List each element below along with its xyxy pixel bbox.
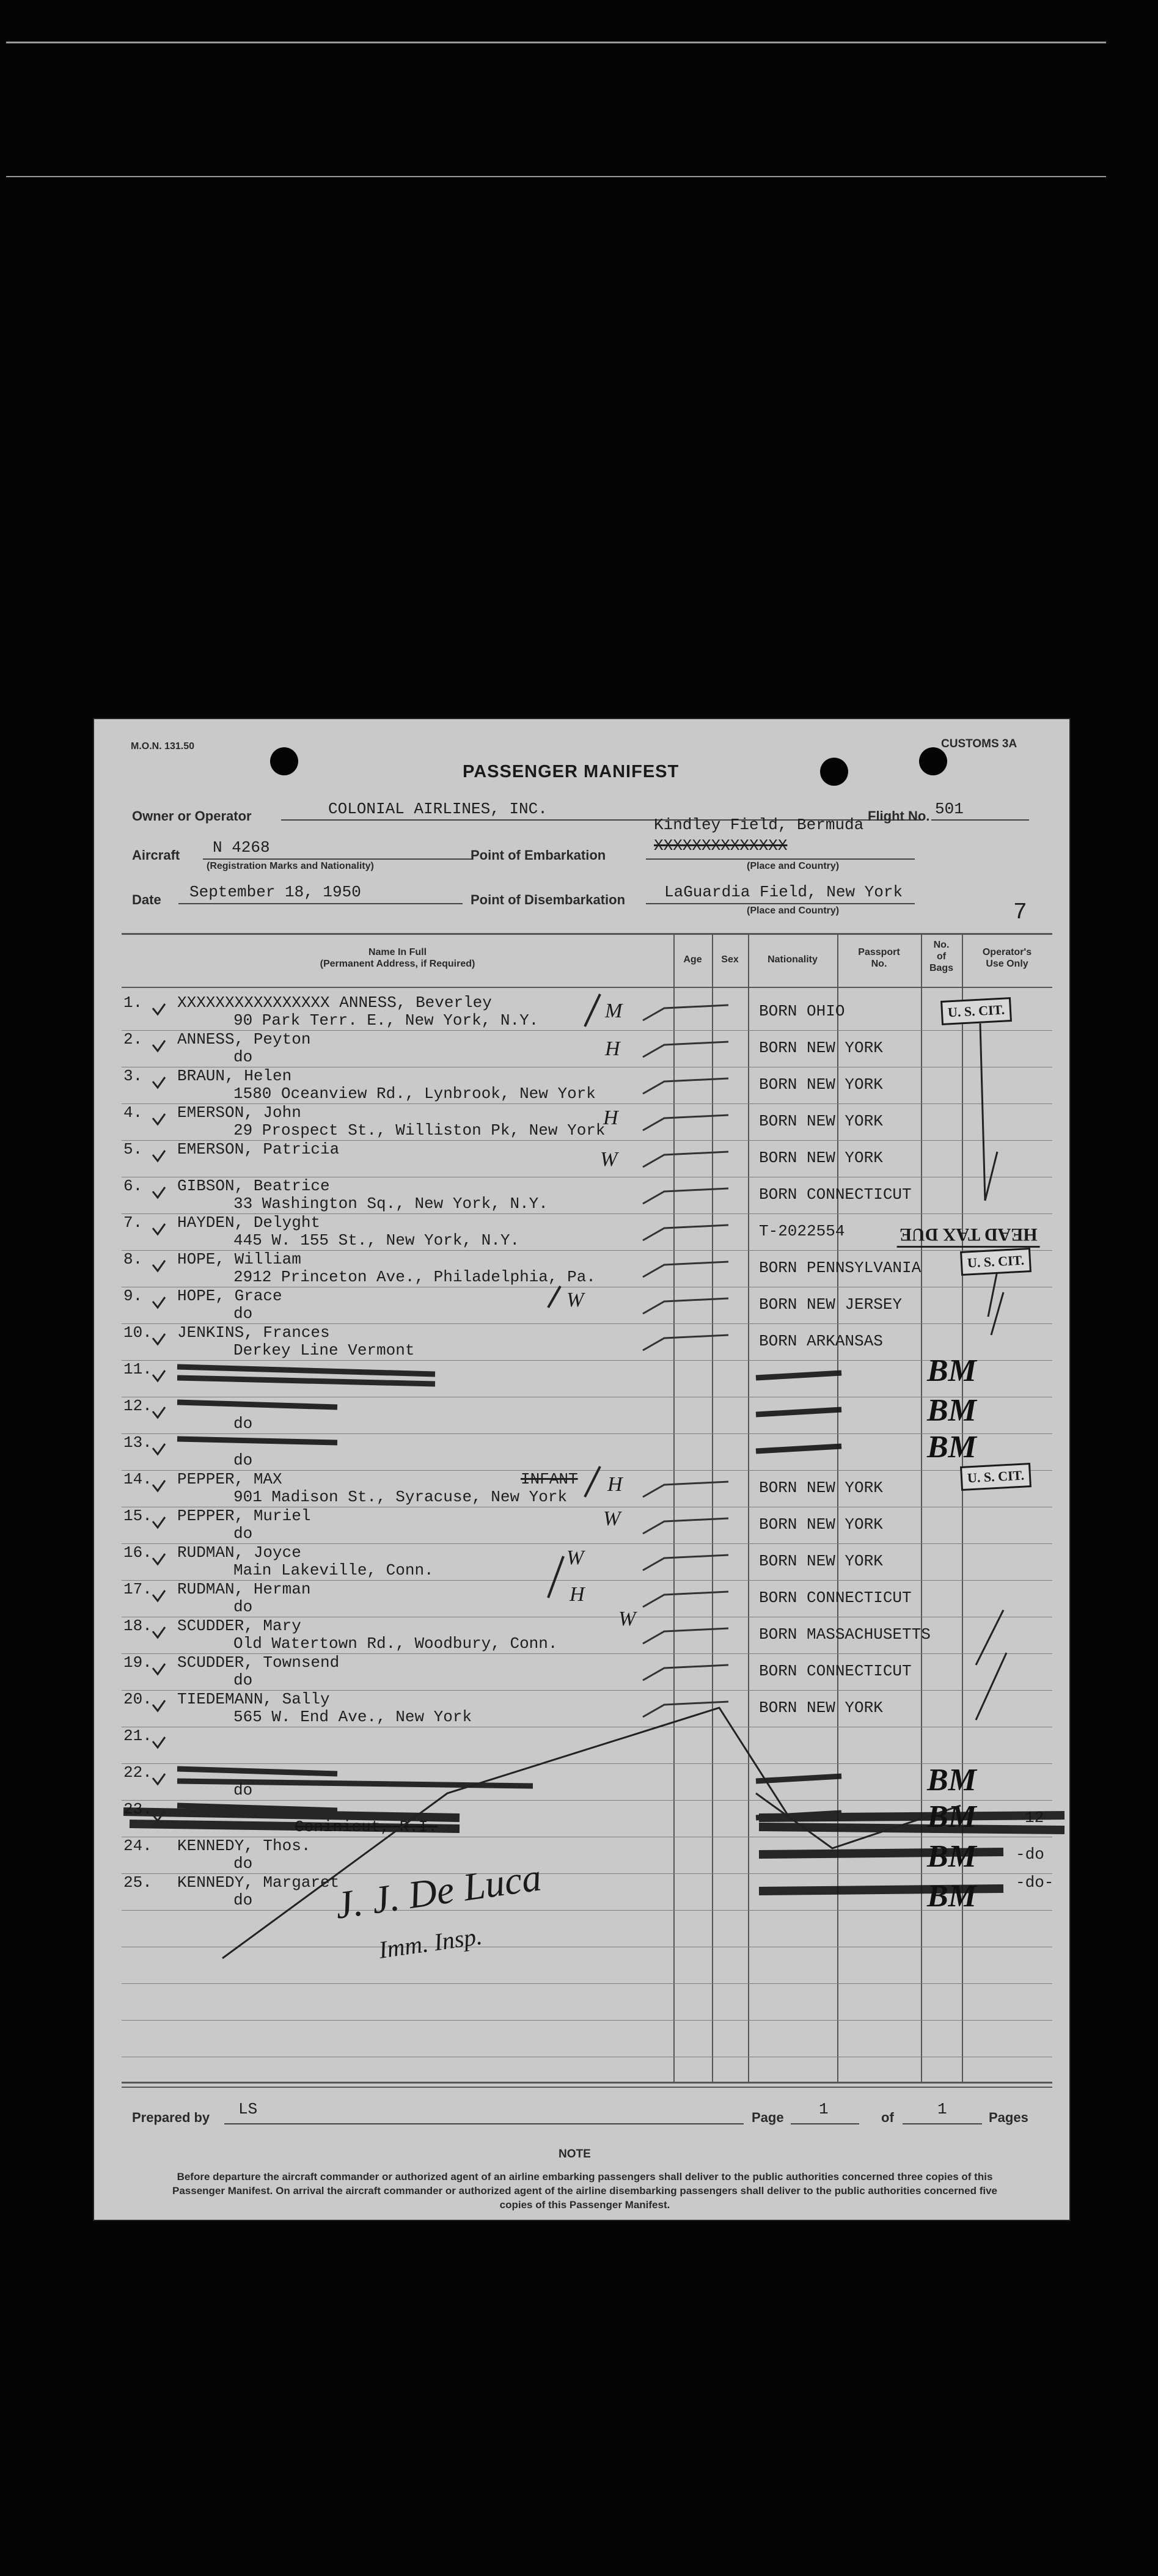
col-header-bags-1: No. [933,940,950,950]
scribble-row-13 [177,1439,337,1443]
embarkation-label: Point of Embarkation [471,847,606,863]
bag-marks [926,1353,978,1914]
age-mark: H [603,1107,618,1129]
passenger-nationality: BORN NEW JERSEY [759,1295,903,1314]
passenger-address: do [233,1048,253,1066]
aircraft-value: N 4268 [213,838,270,857]
passenger-name: BRAUN, Helen [177,1067,292,1085]
aircraft-label: Aircraft [132,847,180,863]
row-number: 12. [123,1397,152,1415]
passenger-nationality: BORN NEW YORK [759,1039,883,1057]
date-value: September 18, 1950 [189,883,361,901]
age-mark: W [566,1546,584,1569]
col-header-operator-2: Use Only [986,959,1028,969]
col-header-name-title: Name In Full [368,947,427,957]
passenger-name: TIEDEMANN, Sally [177,1690,330,1708]
struck-address: Coninicut, R.I. [295,1818,438,1836]
passenger-address: Old Watertown Rd., Woodbury, Conn. [233,1634,558,1653]
row-number: 5. [123,1140,143,1158]
sheet-mark: 7 [1013,899,1027,926]
scribble-row-12-nat [756,1410,841,1414]
passenger-address: do [233,1781,253,1799]
passenger-name: RUDMAN, Joyce [177,1543,301,1562]
passenger-address: 1580 Oceanview Rd., Lynbrook, New York [233,1085,596,1103]
age-mark: W [618,1608,636,1630]
page-underline [791,2123,859,2124]
passenger-nationality: BORN NEW YORK [759,1699,883,1717]
stamp-us-cit: U. S. CIT. [960,1248,1032,1276]
col-header-nationality: Nationality [768,954,818,965]
page-label: Page [752,2110,784,2125]
of-underline [903,2123,982,2124]
row-number: 9. [123,1287,143,1305]
passenger-address: do [233,1891,253,1909]
bag-mark: BM [927,1763,977,1798]
passenger-nationality: BORN NEW YORK [759,1075,883,1094]
passenger-nationality: BORN OHIO [759,1002,845,1020]
prepared-underline [224,2123,744,2124]
passenger-address: do [233,1524,253,1543]
bag-mark: BM [927,1393,977,1428]
passenger-name: KENNEDY, Thos. [177,1837,311,1855]
col-header-age: Age [683,954,702,965]
row-number: 15. [123,1507,152,1525]
passenger-address: 901 Madison St., Syracuse, New York [233,1488,568,1506]
form-title: PASSENGER MANIFEST [463,762,680,781]
bag-mark: BM [927,1353,977,1388]
row-number: 14. [123,1470,152,1488]
passenger-nationality: BORN CONNECTICUT [759,1589,912,1607]
scribble-row-12 [177,1402,337,1407]
passenger-nationality: BORN CONNECTICUT [759,1662,912,1680]
struck-do: -do- [1016,1873,1054,1892]
date-label: Date [132,892,161,907]
passenger-name: SCUDDER, Townsend [177,1653,340,1672]
owner-value: COLONIAL AIRLINES, INC. [328,800,548,818]
col-header-sex: Sex [721,954,739,965]
col-header-bags-3: Bags [929,963,954,973]
passenger-nationality: BORN NEW YORK [759,1112,883,1130]
row-number: 22. [123,1763,152,1782]
age-mark: W [603,1507,621,1530]
passenger-name: ANNESS, Peyton [177,1030,311,1048]
passenger-address: 2912 Princeton Ave., Philadelphia, Pa. [233,1268,596,1286]
age-mark: H [607,1473,623,1496]
col-header-passport-2: No. [871,959,887,969]
passenger-address: do [233,1671,253,1689]
row-number: 8. [123,1250,143,1268]
col-header-name-sub: (Permanent Address, if Required) [320,959,475,969]
row-number: 13. [123,1433,152,1452]
bag-mark: BM [927,1839,977,1874]
passenger-name: KENNEDY, Margaret [177,1873,340,1892]
passenger-nationality: T-2022554 [759,1222,845,1240]
passenger-nationality: BORN NEW YORK [759,1479,883,1497]
bag-mark: BM [927,1430,977,1465]
passenger-address: do [233,1304,253,1323]
row-number: 23. [123,1800,152,1818]
disembarkation-caption: (Place and Country) [747,906,840,916]
film-edge-line [6,176,1106,177]
disembarkation-label: Point of Disembarkation [471,892,626,907]
row-number: 11. [123,1360,152,1378]
signature-title: Imm. Insp. [376,1922,484,1964]
scribble-row-11 [177,1367,435,1384]
scribble-row-21-nat [756,1776,841,1781]
prepared-label: Prepared by [132,2110,210,2125]
passenger-address: Main Lakeville, Conn. [233,1561,434,1579]
passenger-address: do [233,1414,253,1433]
row-number: 7. [123,1213,143,1232]
passenger-name: RUDMAN, Herman [177,1580,311,1598]
flight-value: 501 [935,800,964,818]
stamp-us-cit: U. S. CIT. [940,997,1012,1025]
check-marks [153,1004,165,1821]
owner-label: Owner or Operator [132,808,252,824]
col-header-operator-1: Operator's [982,947,1032,957]
disembarkation-value: LaGuardia Field, New York [664,883,903,901]
passenger-name: PEPPER, MAX [177,1470,282,1488]
of-value: 1 [937,2100,947,2118]
passenger-address: 33 Washington Sq., New York, N.Y. [233,1195,548,1213]
signature-name: J. J. De Luca [332,1855,544,1927]
age-mark: M [605,1000,623,1022]
of-label: of [881,2110,894,2125]
scribble-row-11-nat [756,1373,841,1378]
row-number: 25. [123,1873,152,1892]
signature [332,1855,544,1964]
passenger-name: SCUDDER, Mary [177,1617,301,1635]
passenger-address: 445 W. 155 St., New York, N.Y. [233,1231,520,1250]
form-code: M.O.N. 131.50 [131,741,195,752]
col-header-passport-1: Passport [858,947,900,957]
passenger-address: 90 Park Terr. E., New York, N.Y. [233,1011,539,1030]
note-title: NOTE [559,2148,591,2161]
passenger-nationality: BORN CONNECTICUT [759,1185,912,1204]
stamp-us-cit: U. S. CIT. [960,1463,1032,1491]
embarkation-caption: (Place and Country) [747,861,840,871]
passenger-address: do [233,1854,253,1873]
scribble-row-13-nat [756,1446,841,1451]
prepared-value: LS [238,2100,258,2118]
row-number: 19. [123,1653,152,1672]
passenger-address: 29 Prospect St., Williston Pk, New York [233,1121,606,1140]
passenger-nationality: BORN ARKANSAS [759,1332,883,1350]
passenger-name: EMERSON, Patricia [177,1140,340,1158]
page-value: 1 [819,2100,829,2118]
passenger-name: GIBSON, Beatrice [177,1177,330,1195]
passenger-nationality: BORN NEW YORK [759,1515,883,1534]
passenger-name: PEPPER, Muriel [177,1507,311,1525]
age-mark: H [570,1583,585,1606]
bag-mark: BM [927,1879,977,1914]
embarkation-struck: XXXXXXXXXXXXXX [654,836,788,855]
row-number: 2. [123,1030,143,1048]
bag-mark: BM [927,1799,977,1834]
row-number: 4. [123,1103,143,1122]
row-number: 18. [123,1617,152,1635]
struck-code: 12 [1025,1809,1044,1827]
row-number: 20. [123,1690,152,1708]
struck-do: -do [1016,1845,1044,1864]
passenger-nationality: BORN MASSACHUSETTS [759,1625,931,1644]
manifest-sheet [93,718,1071,2221]
row-number: 21. [123,1727,152,1745]
passenger-name: HAYDEN, Delyght [177,1213,321,1232]
row-number: 6. [123,1177,143,1195]
sex-column-ticks [643,1005,728,1717]
operator-lines [976,1023,1006,1720]
passenger-address: Derkey Line Vermont [233,1341,415,1359]
handwritten-markings [93,718,1071,2221]
flight-label: Flight No. [868,808,930,824]
passenger-name: JENKINS, Frances [177,1323,330,1342]
passenger-nationality: BORN NEW YORK [759,1552,883,1570]
passenger-nationality: BORN PENNSYLVANIA [759,1259,922,1277]
embarkation-value: Kindley Field, Bermuda [654,816,864,834]
passenger-address: do [233,1451,253,1469]
row-number: 16. [123,1543,152,1562]
note-text: Before departure the aircraft commander or authorized agent of an airline embarking passengers shall deliver to the public authorities concerned three copies of this Passenger Manifest. On arrival the aircraft commander or authorized agent of the airline disembarking passengers shall deliver to the public authorities concerned five copies of this Passenger Manifest. [172,2171,997,2211]
passenger-name: HOPE, William [177,1250,301,1268]
age-letters [566,1000,637,1630]
passenger-nationality: BORN NEW YORK [759,1149,883,1167]
passenger-name: EMERSON, John [177,1103,301,1122]
row-number: 3. [123,1067,143,1085]
cross-out-lines [222,1708,961,1958]
film-edge-line [6,42,1106,43]
row-number: 1. [123,993,143,1012]
col-header-bags-2: of [936,951,947,962]
age-mark: W [566,1289,584,1311]
row-number: 10. [123,1323,152,1342]
stamp-head-tax-due: HEAD TAX DUE [897,1223,1040,1248]
struck-infant: INFANT [521,1470,578,1488]
passenger-name: HOPE, Grace [177,1287,282,1305]
row-number: 17. [123,1580,152,1598]
customs-code: CUSTOMS 3A [941,737,1017,750]
passenger-address: 565 W. End Ave., New York [233,1708,472,1726]
aircraft-caption: (Registration Marks and Nationality) [207,861,374,871]
pages-label: Pages [989,2110,1028,2125]
passenger-address: do [233,1598,253,1616]
scribble-overlays [123,1367,1065,1891]
row-number: 24. [123,1837,152,1855]
age-mark: H [605,1037,620,1060]
passenger-name: XXXXXXXXXXXXXXXX ANNESS, Beverley [177,993,492,1012]
age-mark: W [600,1148,618,1171]
